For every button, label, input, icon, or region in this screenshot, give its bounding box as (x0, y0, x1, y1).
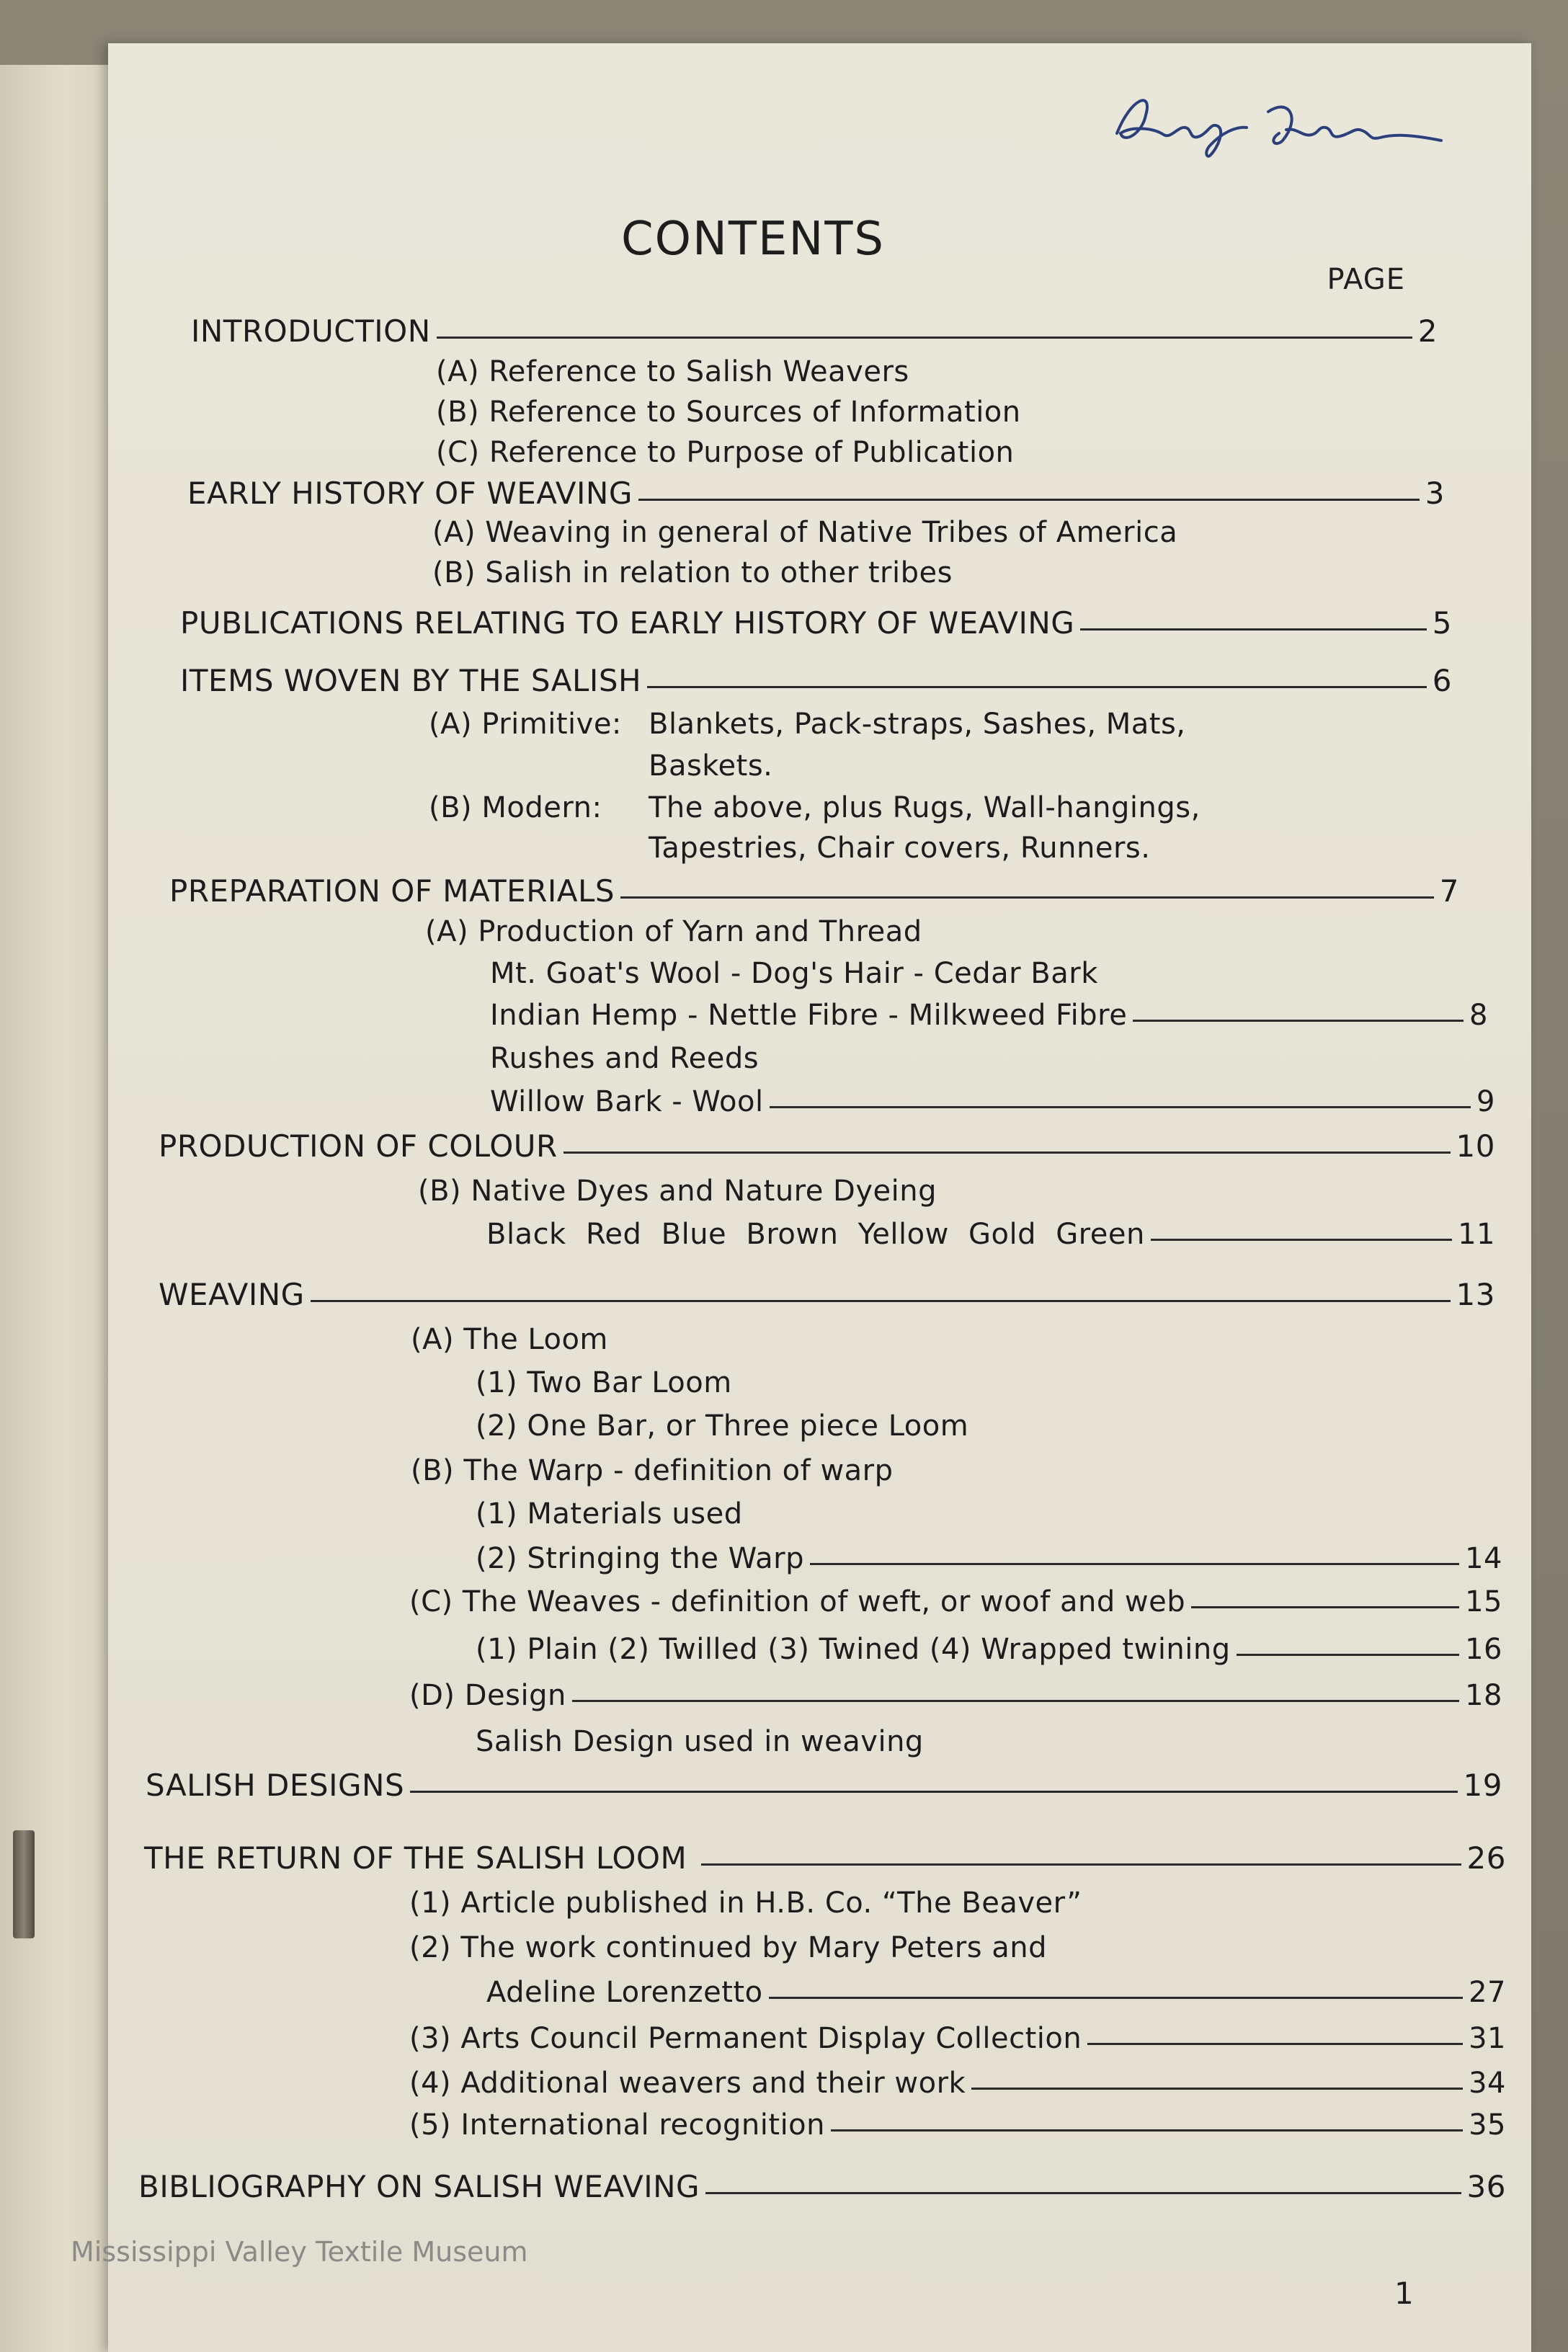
toc-page-number: 15 (1465, 1585, 1502, 1618)
toc-subentry: (1) Plain (2) Twilled (3) Twined (4) Wrapped twining 16 (476, 1633, 1502, 1666)
toc-page-number: 18 (1465, 1679, 1502, 1712)
leader-line (410, 1791, 1457, 1793)
toc-page-number: 36 (1466, 2169, 1506, 2204)
toc-subentry: (B) Reference to Sources of Information (436, 396, 1021, 429)
toc-subentry: (1) Two Bar Loom (476, 1366, 732, 1399)
toc-subentry: (3) Arts Council Permanent Display Collection 31 (409, 2022, 1506, 2055)
toc-page-number: 8 (1469, 999, 1488, 1032)
toc-entry-title: SALISH DESIGNS (146, 1768, 405, 1803)
toc-page-number: 3 (1425, 476, 1445, 511)
toc-entry-salish-designs (146, 1768, 1502, 1803)
leader-line (1237, 1654, 1459, 1656)
toc-entry-bibliography (138, 2169, 1506, 2204)
toc-subentry: (2) The work continued by Mary Peters and (409, 1931, 1048, 1964)
leader-line (705, 2192, 1461, 2194)
toc-subentry: (4) Additional weavers and their work 34 (409, 2067, 1506, 2100)
leader-line (831, 2129, 1463, 2132)
leader-line (564, 1152, 1451, 1154)
toc-entry-title: INTRODUCTION (191, 313, 431, 349)
leader-line (810, 1563, 1459, 1565)
toc-entry-title: WEAVING (159, 1277, 305, 1312)
toc-page-number: 10 (1456, 1128, 1495, 1164)
toc-subentry: Salish Design used in weaving (476, 1725, 924, 1758)
toc-subentry: (A) Production of Yarn and Thread (425, 915, 922, 948)
leader-line (311, 1300, 1451, 1302)
leader-line (620, 896, 1434, 899)
toc-subentry: (C) Reference to Purpose of Publication (436, 436, 1015, 469)
table-of-contents (108, 43, 1531, 2352)
toc-subentry: (A) The Loom (411, 1323, 608, 1356)
toc-page-number: 13 (1456, 1277, 1495, 1312)
toc-entry-early-history (187, 476, 1445, 511)
toc-page-number: 31 (1469, 2022, 1506, 2055)
toc-page-number: 35 (1469, 2108, 1506, 2142)
leader-line (971, 2088, 1463, 2090)
binding-tear (13, 1830, 35, 1938)
leader-line (701, 1863, 1461, 1866)
toc-subentry: (C) The Weaves - definition of weft, or woof and web 15 (409, 1585, 1502, 1618)
toc-entry-title: ITEMS WOVEN BY THE SALISH (180, 663, 642, 698)
page-title: CONTENTS (620, 213, 886, 266)
leader-line (1080, 628, 1426, 631)
toc-entry-colour (159, 1128, 1495, 1164)
leader-line (437, 337, 1412, 339)
leader-line (1151, 1239, 1452, 1241)
leader-line (647, 686, 1427, 688)
toc-page-number: 5 (1432, 605, 1452, 641)
page-column-header: PAGE (1327, 263, 1405, 296)
toc-subentry: (D) Design 18 (409, 1679, 1502, 1712)
toc-subentry: (B) Modern: The above, plus Rugs, Wall-hangings, (429, 791, 1200, 824)
toc-entry-items-woven (180, 663, 1452, 698)
toc-subentry: (B) Salish in relation to other tribes (432, 556, 953, 589)
toc-entry-title: PRODUCTION OF COLOUR (159, 1128, 558, 1164)
leader-line (1133, 1020, 1464, 1022)
toc-page-number: 14 (1465, 1542, 1502, 1575)
toc-page-number: 26 (1466, 1840, 1506, 1876)
toc-page-number: 34 (1469, 2067, 1506, 2100)
toc-entry-publications (180, 605, 1452, 641)
toc-page-number: 9 (1476, 1085, 1495, 1118)
leader-line (770, 1106, 1471, 1108)
toc-subentry: Rushes and Reeds (490, 1042, 760, 1075)
toc-subentry-label: (B) Modern: (429, 791, 602, 824)
leader-line (638, 499, 1420, 501)
toc-subentry: (B) The Warp - definition of warp (411, 1454, 894, 1487)
contents-page (71, 43, 1531, 2352)
toc-entry-title: EARLY HISTORY OF WEAVING (187, 476, 633, 511)
toc-subentry: Willow Bark - Wool 9 (490, 1085, 1495, 1118)
toc-page-number: 6 (1432, 663, 1452, 698)
toc-page-number: 19 (1463, 1768, 1502, 1803)
toc-subentry: (5) International recognition 35 (409, 2108, 1506, 2142)
toc-subentry: (2) One Bar, or Three piece Loom (476, 1409, 969, 1443)
toc-subentry: (B) Native Dyes and Nature Dyeing (418, 1175, 937, 1208)
toc-subentry: (A) Reference to Salish Weavers (436, 355, 909, 388)
toc-page-number: 27 (1469, 1976, 1506, 2009)
leader-line (769, 1997, 1464, 1999)
toc-subentry-label: (A) Primitive: (429, 708, 622, 741)
leader-line (572, 1700, 1459, 1702)
toc-entry-title: BIBLIOGRAPHY ON SALISH WEAVING (138, 2169, 700, 2204)
toc-subentry: (1) Article published in H.B. Co. “The Beaver” (409, 1886, 1082, 1920)
leader-line (1087, 2043, 1463, 2045)
toc-subentry: Tapestries, Chair covers, Runners. (649, 832, 1151, 865)
toc-entry-return-of-loom (144, 1840, 1506, 1876)
toc-entry-weaving (159, 1277, 1495, 1312)
toc-entry-introduction (191, 313, 1438, 349)
toc-entry-title: PREPARATION OF MATERIALS (169, 873, 615, 909)
toc-subentry: Adeline Lorenzetto 27 (486, 1976, 1506, 2009)
facing-page-edge (0, 65, 110, 2352)
toc-page-number: 11 (1458, 1218, 1495, 1251)
toc-page-number: 7 (1439, 873, 1459, 909)
toc-subentry: Indian Hemp - Nettle Fibre - Milkweed Fibre 8 (490, 999, 1488, 1032)
toc-entry-title: PUBLICATIONS RELATING TO EARLY HISTORY OF WEAVING (180, 605, 1075, 641)
toc-entry-preparation (169, 873, 1459, 909)
page-number: 1 (1394, 2276, 1414, 2311)
toc-subentry: Mt. Goat's Wool - Dog's Hair - Cedar Bark (490, 957, 1098, 990)
toc-subentry: Baskets. (649, 749, 773, 783)
toc-entry-title: THE RETURN OF THE SALISH LOOM (144, 1840, 687, 1876)
toc-subentry: (A) Weaving in general of Native Tribes of America (432, 516, 1178, 549)
toc-subentry: Black Red Blue Brown Yellow Gold Green 11 (486, 1218, 1495, 1251)
toc-page-number: 2 (1417, 313, 1438, 349)
watermark-credit: Mississippi Valley Textile Museum (71, 2236, 528, 2268)
toc-subentry: (A) Primitive: Blankets, Pack-straps, Sashes, Mats, (429, 708, 1186, 741)
toc-subentry: (2) Stringing the Warp 14 (476, 1542, 1502, 1575)
toc-page-number: 16 (1465, 1633, 1502, 1666)
leader-line (1191, 1606, 1459, 1608)
toc-subentry: (1) Materials used (476, 1497, 743, 1531)
